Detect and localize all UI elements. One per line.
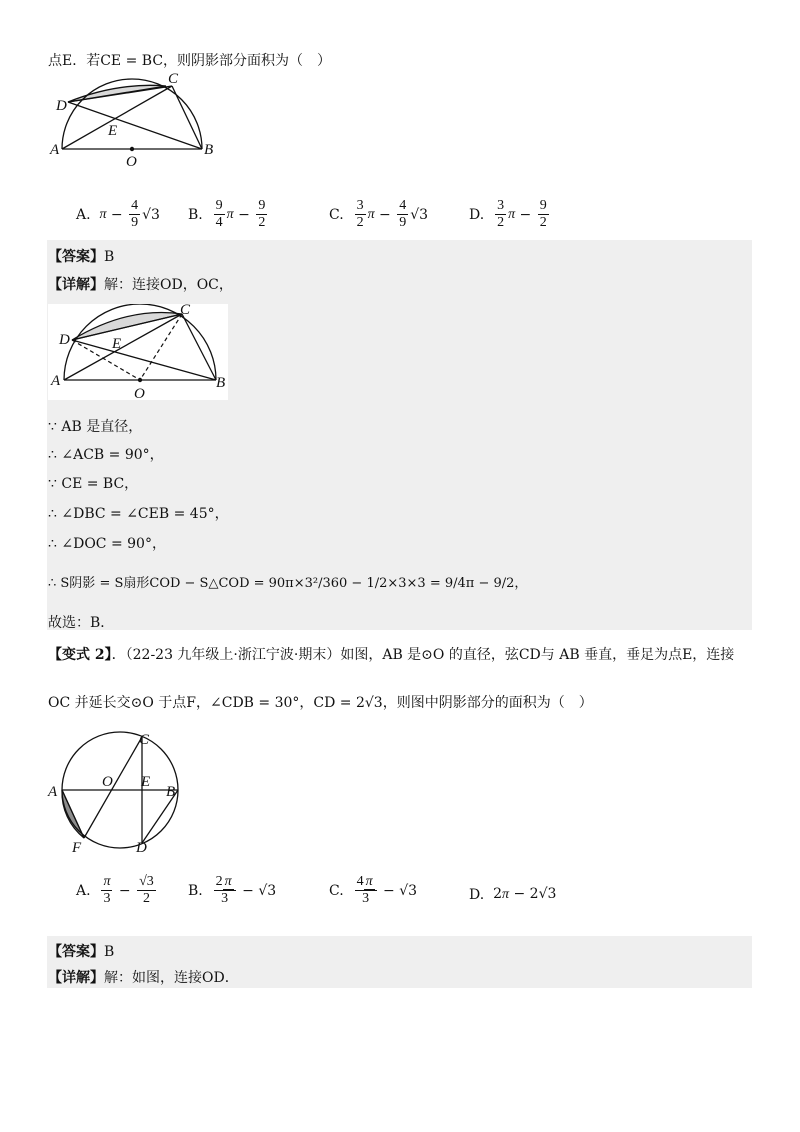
q2-label-A: A — [48, 784, 58, 800]
q1-label-A: A — [50, 142, 60, 158]
q2-choice-b[interactable]: B. $\frac{2 \pi}{3}$ − √3 — [188, 874, 277, 906]
q1-detail-figure — [48, 304, 228, 400]
q2-answer-line: 【答案】B — [48, 944, 115, 960]
q2-label-B: B — [166, 784, 176, 800]
q1d-label-E: E — [112, 336, 122, 352]
q2-source: ．（22-23 九年级上·浙江宁波·期末）如图，AB 是⊙O 的直径，弦CD与 AB 垂直，垂足为点E，连接 — [111, 647, 735, 663]
q2-label-O: O — [102, 774, 113, 790]
q1d-label-O: O — [134, 386, 145, 400]
q2-label-C: C — [139, 732, 150, 748]
q1-choice-b[interactable]: B. $\frac{9}{4}$ π − $\frac{9}{2}$ — [188, 198, 266, 230]
q2-label-D: D — [136, 840, 147, 856]
q2-line-1 — [48, 644, 734, 664]
q1d-label-A: A — [51, 373, 61, 389]
q1-label-O: O — [126, 154, 137, 168]
q1-label-C: C — [168, 72, 179, 87]
q2-choice-d[interactable]: D. 2π − 2√3 — [469, 886, 557, 903]
q1-figure — [48, 72, 228, 168]
q2-line-2: OC 并延长交⊙O 于点F，∠CDB = 30°，CD = 2√3，则图中阴影部分的面积为（ ） — [48, 695, 593, 711]
q1-step-5: ∴ ∠DOC = 90°， — [48, 536, 166, 552]
q1-label-E: E — [108, 123, 118, 139]
q1d-label-B: B — [216, 375, 226, 391]
q1-choice-c[interactable]: C. $\frac{3}{2}$ π − $\frac{4}{9}$ √3 — [329, 198, 429, 230]
q1-answer-line: 【答案】B — [48, 249, 115, 265]
q2-figure — [46, 730, 186, 860]
q1d-label-C: C — [180, 304, 191, 318]
q2-detail-line: 【详解】解：如图，连接OD． — [48, 970, 239, 986]
q1-choice-d[interactable]: D. $\frac{3}{2}$ π − $\frac{9}{2}$ — [469, 198, 547, 230]
q2-choice-c[interactable]: C. $\frac{4 \pi}{3}$ − √3 — [329, 874, 418, 906]
q2-title: 【变式 2】 — [48, 647, 112, 663]
q1-intro: 点E．若CE = BC，则阴影部分面积为（ ） — [48, 53, 332, 69]
q1-step-1: ∵ AB 是直径， — [48, 419, 143, 435]
q1d-label-D: D — [59, 332, 70, 348]
q1-label-D: D — [56, 98, 67, 114]
q1-step-3: ∵ CE = BC， — [48, 476, 139, 492]
q1-detail-line: 【详解】解：连接OD，OC， — [48, 277, 233, 293]
q1-step-2: ∴ ∠ACB = 90°， — [48, 447, 164, 463]
q2-label-E: E — [141, 774, 151, 790]
q1-conclusion: 故选：B． — [48, 615, 115, 631]
q1-step-6: ∴ S阴影 = S扇形COD − S△COD = 90π×3²/360 − 1/2×3×3 = 9/4π − 9/2， — [48, 576, 528, 591]
q2-choice-a[interactable]: A. $\frac{\pi}{3}$ − $\frac{√3}{2}$ — [76, 874, 154, 906]
q1-choice-a[interactable]: A. π − $\frac{4}{9}$ √3 — [76, 198, 160, 230]
q2-label-F: F — [72, 840, 82, 856]
q1-step-4: ∴ ∠DBC = ∠CEB = 45°， — [48, 506, 229, 522]
q1-label-B: B — [204, 142, 214, 158]
